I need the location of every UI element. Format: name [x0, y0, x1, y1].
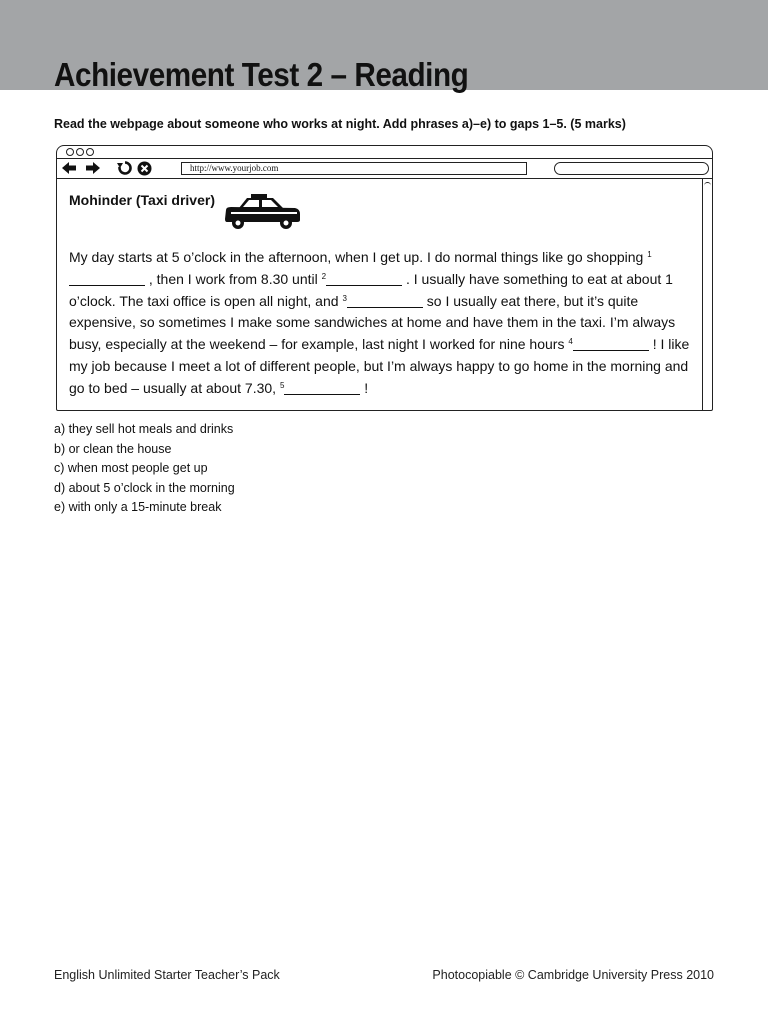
scrollbar[interactable] [702, 179, 712, 410]
gap-4-blank [573, 337, 649, 351]
titlebar-divider [57, 158, 712, 159]
gap-3-blank [347, 294, 423, 308]
gap-number: 5 [279, 380, 285, 390]
nav-toolbar [61, 160, 152, 176]
text-segment: so I usually eat there, but it’s quite expensive, so sometimes I make some sandwiches at home and have them in the taxi. I’m always busy, especially at the weekend – for example, last night I worked for nine hours [69, 292, 676, 353]
taxi-icon [223, 194, 303, 234]
option-d: d) about 5 o’clock in the morning [54, 480, 235, 495]
browser-window [56, 145, 713, 411]
text-segment: My day starts at 5 o’clock in the afternoon, when I get up. I do normal things like go shopping [69, 249, 648, 265]
phrase-options-list [54, 420, 235, 518]
address-bar[interactable]: http://www.yourjob.com [181, 162, 527, 175]
option-c: c) when most people get up [54, 461, 208, 476]
back-arrow-icon[interactable] [61, 161, 77, 175]
option-b: b) or clean the house [54, 441, 172, 456]
option-a: a) they sell hot meals and drinks [54, 422, 234, 436]
text-segment: . I usually have something to eat at about 1 o’clock. The taxi office is open all night, and [69, 270, 673, 309]
webpage-heading: Mohinder (Taxi driver) [69, 192, 215, 208]
window-minimize-icon[interactable] [76, 148, 84, 156]
webpage-body-text [69, 247, 697, 400]
gap-1-blank [69, 272, 145, 286]
gap-5-blank [284, 381, 360, 395]
gap-2-blank [326, 272, 402, 286]
page-title: Achievement Test 2 – Reading [54, 56, 469, 93]
text-segment: ! [360, 379, 369, 396]
refresh-icon[interactable] [117, 160, 133, 176]
gap-number: 4 [568, 337, 573, 347]
instruction-text: Read the webpage about someone who works at night. Add phrases a)–e) to gaps 1–5. (5 marks) [54, 117, 626, 131]
forward-arrow-icon[interactable] [85, 161, 101, 175]
gap-number: 3 [342, 293, 347, 303]
gap-number: 2 [321, 271, 327, 281]
text-segment: ! I like my job because I meet a lot of different people, but I’m always happy to go home in the morning and go to bed – usually at about 7.30, [69, 336, 690, 396]
stop-icon[interactable] [137, 161, 152, 176]
search-input[interactable] [554, 162, 709, 175]
option-e: e) with only a 15-minute break [54, 500, 222, 515]
toolbar-divider [57, 178, 712, 179]
window-close-icon[interactable] [66, 148, 74, 156]
window-controls [66, 148, 94, 156]
scroll-up-icon[interactable] [704, 182, 711, 189]
footer-left-text: English Unlimited Starter Teacher’s Pack [54, 968, 280, 982]
footer-right-text: Photocopiable © Cambridge University Press 2010 [432, 968, 714, 982]
gap-number: 1 [647, 250, 652, 259]
text-segment: , then I work from 8.30 until [145, 270, 322, 287]
window-maximize-icon[interactable] [86, 148, 94, 156]
